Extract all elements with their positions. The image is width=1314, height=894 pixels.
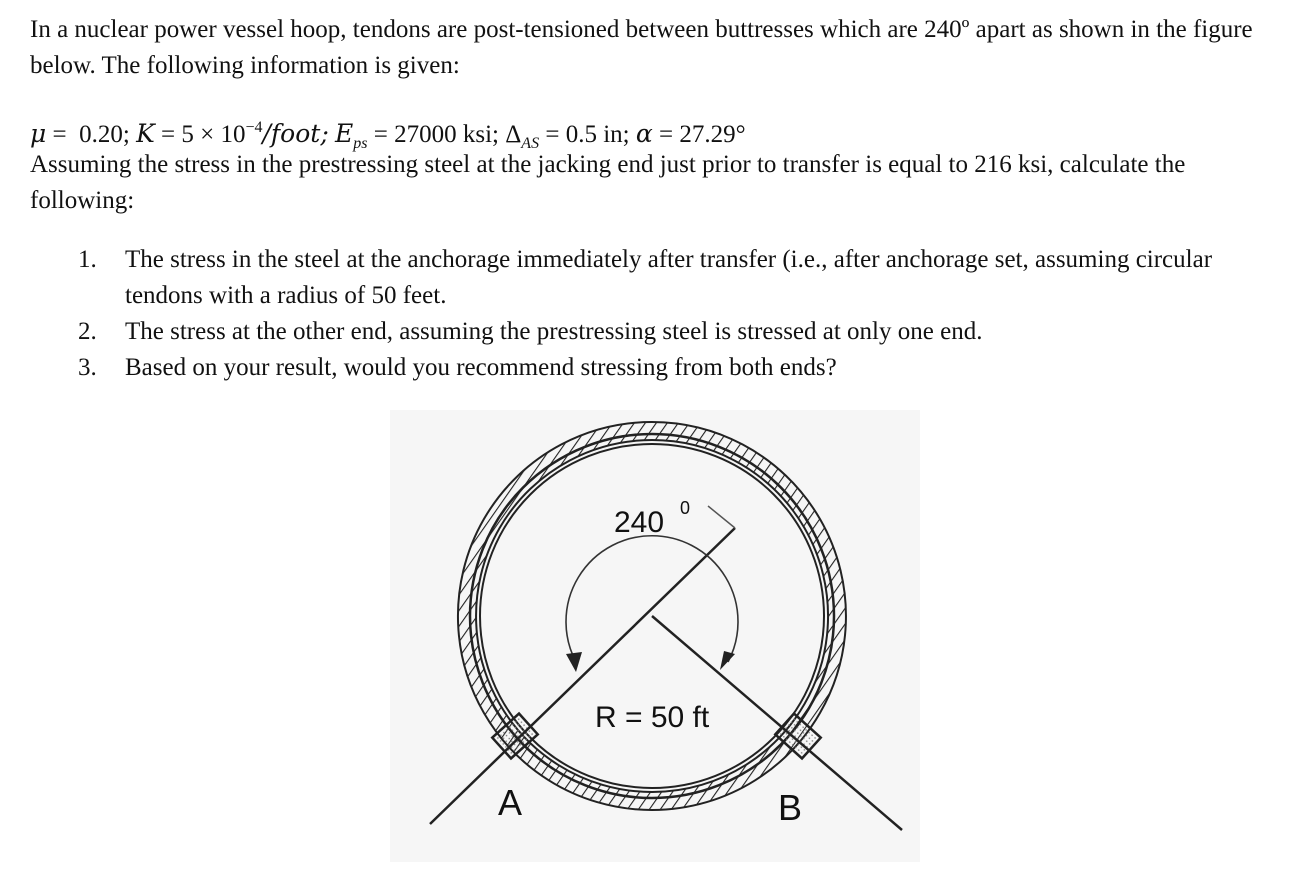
question-text: The stress at the other end, assuming the prestressing steel is stressed at only one end. [125, 318, 983, 345]
mu-symbol: μ [30, 119, 47, 148]
alpha-value: 27.29° [679, 121, 746, 148]
question-item [78, 242, 1258, 314]
delta-value: 0.5 in; [565, 121, 630, 148]
delta-symbol: Δ [505, 121, 522, 148]
alpha-symbol: α [635, 119, 653, 148]
question-number: 1. [78, 246, 97, 273]
k-value: 5 × 10 [181, 121, 246, 148]
e-symbol: E [335, 119, 354, 148]
radius-label: R = 50 ft [595, 701, 710, 734]
label-a: A [498, 782, 523, 823]
e-subscript: ps [353, 135, 368, 152]
question-list [78, 242, 1258, 386]
mu-value: 0.20; [79, 121, 130, 148]
question-item [78, 350, 1258, 386]
label-b: B [778, 787, 803, 828]
question-number: 3. [78, 354, 97, 381]
question-number: 2. [78, 318, 97, 345]
vessel-hoop-figure [390, 410, 920, 862]
question-text: Based on your result, would you recommend stressing from both ends? [125, 354, 837, 381]
question-text: The stress in the steel at the anchorage immediately after transfer (i.e., after anchorage set, assuming circular tendons with a radius of 50 feet. [125, 246, 1213, 309]
given-equation: μ = 0.20; $K = 5 \times 10^{-4}$/foot; $E_{ps} = 27000$ ksi; $\Delta_{AS} = 0.5$ in; α = 27.29° [30, 119, 746, 152]
k-unit: /foot; [262, 119, 329, 148]
angle-label-sup: 0 [680, 498, 691, 518]
angle-label: 240 [614, 506, 665, 539]
e-value: 27000 ksi; [394, 121, 499, 148]
problem-assumption: Assuming the stress in the prestressing steel at the jacking end just prior to transfer is equal to 216 ksi, calculate the following: [30, 151, 1186, 214]
delta-subscript: AS [521, 135, 540, 152]
k-symbol: K [136, 119, 155, 148]
problem-intro: In a nuclear power vessel hoop, tendons are post-tensioned between buttresses which are 240º apart as shown in the figure below. The following information is given: [30, 16, 1253, 79]
k-exponent: −4 [245, 119, 263, 136]
vessel-hoop-diagram [390, 410, 920, 862]
question-item [78, 314, 1258, 350]
